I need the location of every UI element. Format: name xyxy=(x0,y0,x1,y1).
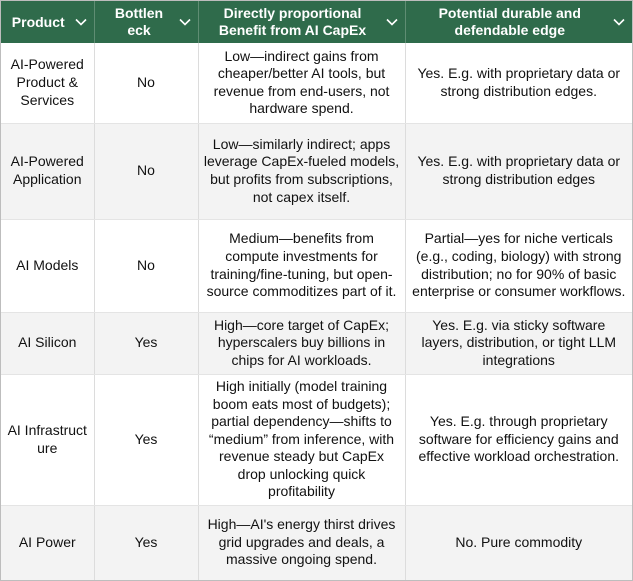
header-bottleneck[interactable] xyxy=(94,1,198,43)
cell-benefit: High initially (model training boom eats most of budgets); partial dependency—shifts to “medium” from inference, with revenue steady but CapEx drop unlocking quick profitability xyxy=(198,374,405,505)
header-benefit[interactable] xyxy=(198,1,405,43)
table-row xyxy=(1,312,632,374)
comparison-table xyxy=(1,1,632,581)
cell-edge: Partial—yes for niche verticals (e.g., coding, biology) with strong distribution; no for 90% of basic enterprise or consumer workflows. xyxy=(405,219,632,312)
table-row xyxy=(1,123,632,219)
cell-benefit: High—AI's energy thirst drives grid upgrades and deals, a massive ongoing spend. xyxy=(198,505,405,580)
table-row xyxy=(1,43,632,123)
cell-bottleneck: No xyxy=(94,123,198,219)
cell-benefit: Low—indirect gains from cheaper/better AI tools, but revenue from end-users, not hardware spend. xyxy=(198,43,405,123)
header-label: Directly proportional Benefit from AI CapEx xyxy=(218,5,367,38)
header-product[interactable] xyxy=(1,1,94,43)
cell-edge: Yes. E.g. with proprietary data or strong distribution edges. xyxy=(405,43,632,123)
cell-product: AI Silicon xyxy=(1,312,94,374)
cell-product: AI Infrastructure xyxy=(1,374,94,505)
chevron-down-icon[interactable] xyxy=(179,18,191,26)
cell-bottleneck: Yes xyxy=(94,505,198,580)
chevron-down-icon[interactable] xyxy=(386,18,398,26)
table-row xyxy=(1,219,632,312)
cell-product: AI-Powered Product & Services xyxy=(1,43,94,123)
cell-benefit: Low—similarly indirect; apps leverage CapEx-fueled models, but profits from subscriptions, not capex itself. xyxy=(198,123,405,219)
cell-edge: No. Pure commodity xyxy=(405,505,632,580)
header-label: Bottleneck xyxy=(114,5,164,38)
cell-bottleneck: Yes xyxy=(94,312,198,374)
cell-product: AI Power xyxy=(1,505,94,580)
cell-product: AI Models xyxy=(1,219,94,312)
cell-bottleneck: No xyxy=(94,219,198,312)
cell-bottleneck: No xyxy=(94,43,198,123)
header-label: Potential durable and defendable edge xyxy=(438,5,581,38)
table-row xyxy=(1,374,632,505)
chevron-down-icon[interactable] xyxy=(613,18,625,26)
header-edge[interactable] xyxy=(405,1,632,43)
table-row xyxy=(1,505,632,580)
cell-product: AI-Powered Application xyxy=(1,123,94,219)
cell-edge: Yes. E.g. via sticky software layers, distribution, or tight LLM integrations xyxy=(405,312,632,374)
cell-edge: Yes. E.g. through proprietary software for efficiency gains and effective workload orchestration. xyxy=(405,374,632,505)
cell-bottleneck: Yes xyxy=(94,374,198,505)
header-row xyxy=(1,1,632,43)
cell-edge: Yes. E.g. with proprietary data or strong distribution edges xyxy=(405,123,632,219)
header-label: Product xyxy=(11,13,65,30)
cell-benefit: Medium—benefits from compute investments for training/fine-tuning, but open-source commoditizes part of it. xyxy=(198,219,405,312)
cell-benefit: High—core target of CapEx; hyperscalers buy billions in chips for AI workloads. xyxy=(198,312,405,374)
chevron-down-icon[interactable] xyxy=(75,18,87,26)
